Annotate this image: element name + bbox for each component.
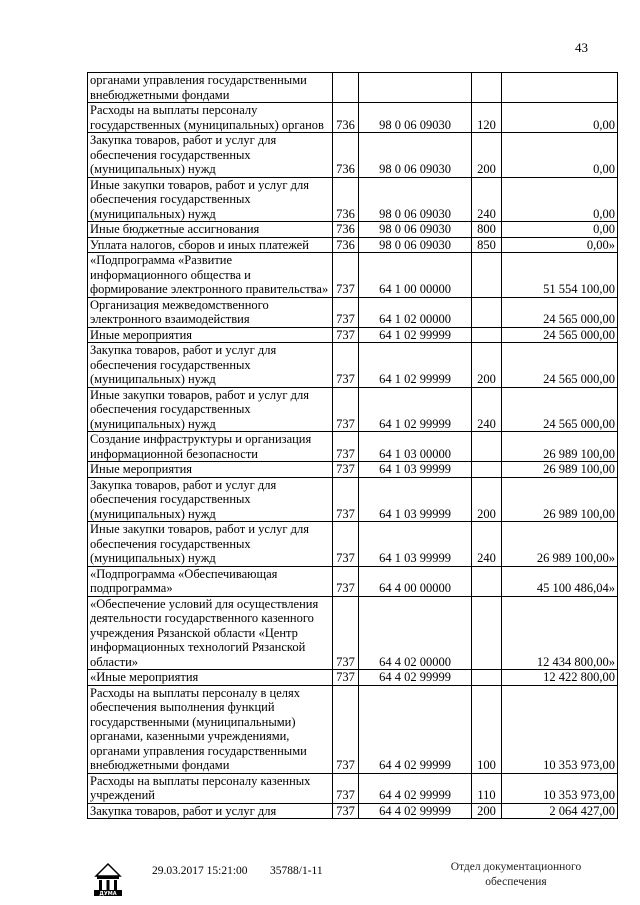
cell-ad: 737 [333, 596, 359, 670]
cell-ad: 737 [333, 670, 359, 686]
table-row [88, 477, 618, 522]
cell-kcsr: 98 0 06 09030 [359, 177, 472, 222]
footer [0, 860, 640, 900]
cell-ad: 737 [333, 297, 359, 327]
budget-table [87, 72, 618, 819]
cell-ad: 737 [333, 477, 359, 522]
department-line-1: Отдел документационного [450, 861, 582, 873]
cell-kcsr: 98 0 06 09030 [359, 237, 472, 253]
cell-name: «Обеспечение условий для осуществления деятельности государственного казенного учреждения Рязанской области «Центр информационных технологий Рязанской области» [88, 596, 333, 670]
cell-ad: 736 [333, 237, 359, 253]
cell-kcsr: 64 1 02 99999 [359, 387, 472, 432]
cell-kcsr: 64 1 02 00000 [359, 297, 472, 327]
cell-amount: 0,00 [502, 133, 618, 178]
cell-kvr [472, 73, 502, 103]
cell-kcsr: 64 4 02 99999 [359, 773, 472, 803]
table-row [88, 462, 618, 478]
cell-amount: 10 353 973,00 [502, 685, 618, 773]
cell-amount: 26 989 100,00 [502, 462, 618, 478]
cell-kvr: 240 [472, 522, 502, 567]
cell-ad: 737 [333, 773, 359, 803]
cell-name: Организация межведомственного электронного взаимодействия [88, 297, 333, 327]
table-row [88, 103, 618, 133]
cell-kvr: 200 [472, 803, 502, 819]
stamp-doc-number: 35788/1-11 [270, 865, 323, 877]
cell-amount: 24 565 000,00 [502, 343, 618, 388]
department-stamp [446, 860, 586, 890]
cell-ad: 737 [333, 343, 359, 388]
cell-kvr: 100 [472, 685, 502, 773]
cell-kvr: 110 [472, 773, 502, 803]
cell-name: Закупка товаров, работ и услуг для обеспечения государственных (муниципальных) нужд [88, 133, 333, 178]
cell-name: Расходы на выплаты персоналу государственных (муниципальных) органов [88, 103, 333, 133]
cell-amount: 0,00» [502, 237, 618, 253]
cell-amount: 12 422 800,00 [502, 670, 618, 686]
table-row [88, 432, 618, 462]
cell-ad: 737 [333, 566, 359, 596]
cell-amount: 24 565 000,00 [502, 327, 618, 343]
cell-kcsr: 64 4 02 00000 [359, 596, 472, 670]
table-row [88, 327, 618, 343]
cell-kcsr: 64 1 03 99999 [359, 462, 472, 478]
cell-amount: 0,00 [502, 103, 618, 133]
cell-kcsr: 64 1 03 99999 [359, 477, 472, 522]
cell-name: Закупка товаров, работ и услуг для обеспечения государственных (муниципальных) нужд [88, 343, 333, 388]
cell-ad [333, 73, 359, 103]
cell-name: «Иные мероприятия [88, 670, 333, 686]
cell-ad: 736 [333, 177, 359, 222]
page-number: 43 [575, 40, 588, 55]
cell-name: органами управления государственными внебюджетными фондами [88, 73, 333, 103]
cell-name: Уплата налогов, сборов и иных платежей [88, 237, 333, 253]
cell-kcsr: 64 1 02 99999 [359, 343, 472, 388]
cell-ad: 737 [333, 462, 359, 478]
table-row [88, 222, 618, 238]
cell-amount: 10 353 973,00 [502, 773, 618, 803]
cell-kcsr: 64 4 02 99999 [359, 803, 472, 819]
cell-ad: 737 [333, 253, 359, 298]
cell-kcsr: 98 0 06 09030 [359, 103, 472, 133]
cell-kvr: 240 [472, 177, 502, 222]
table-row [88, 297, 618, 327]
cell-amount: 24 565 000,00 [502, 297, 618, 327]
cell-kvr: 200 [472, 477, 502, 522]
cell-amount: 2 064 427,00 [502, 803, 618, 819]
cell-name: Расходы на выплаты персоналу казенных учреждений [88, 773, 333, 803]
cell-kvr [472, 432, 502, 462]
cell-amount: 26 989 100,00 [502, 477, 618, 522]
cell-kcsr: 64 4 02 99999 [359, 670, 472, 686]
table-row [88, 773, 618, 803]
cell-kvr: 240 [472, 387, 502, 432]
cell-amount: 12 434 800,00» [502, 596, 618, 670]
cell-ad: 736 [333, 133, 359, 178]
cell-ad: 736 [333, 103, 359, 133]
table-row [88, 133, 618, 178]
cell-kvr: 200 [472, 343, 502, 388]
cell-kvr: 120 [472, 103, 502, 133]
cell-amount [502, 73, 618, 103]
duma-logo-icon [88, 860, 128, 898]
table-row [88, 343, 618, 388]
cell-ad: 736 [333, 222, 359, 238]
cell-ad: 737 [333, 327, 359, 343]
table-row [88, 387, 618, 432]
cell-name: «Подпрограмма «Обеспечивающая подпрограмма» [88, 566, 333, 596]
table-row [88, 670, 618, 686]
cell-name: Иные мероприятия [88, 327, 333, 343]
table-row [88, 596, 618, 670]
cell-kcsr: 64 1 02 99999 [359, 327, 472, 343]
cell-ad: 737 [333, 522, 359, 567]
cell-kvr: 850 [472, 237, 502, 253]
cell-ad: 737 [333, 685, 359, 773]
cell-kvr [472, 327, 502, 343]
cell-name: «Подпрограмма «Развитие информационного общества и формирование электронного правительства» [88, 253, 333, 298]
cell-amount: 51 554 100,00 [502, 253, 618, 298]
table-row [88, 685, 618, 773]
table-row [88, 253, 618, 298]
cell-kvr: 200 [472, 133, 502, 178]
cell-kvr [472, 596, 502, 670]
cell-amount: 26 989 100,00» [502, 522, 618, 567]
cell-amount: 24 565 000,00 [502, 387, 618, 432]
cell-amount: 0,00 [502, 222, 618, 238]
cell-name: Закупка товаров, работ и услуг для обеспечения государственных (муниципальных) нужд [88, 477, 333, 522]
cell-ad: 737 [333, 803, 359, 819]
stamp-date: 29.03.2017 15:21:00 [152, 865, 248, 877]
table-row [88, 803, 618, 819]
cell-kcsr [359, 73, 472, 103]
cell-kcsr: 98 0 06 09030 [359, 222, 472, 238]
cell-name: Закупка товаров, работ и услуг для [88, 803, 333, 819]
cell-kvr [472, 462, 502, 478]
table-row [88, 522, 618, 567]
table-row [88, 566, 618, 596]
cell-kcsr: 64 1 03 00000 [359, 432, 472, 462]
cell-name: Иные закупки товаров, работ и услуг для обеспечения государственных (муниципальных) нужд [88, 387, 333, 432]
cell-amount: 26 989 100,00 [502, 432, 618, 462]
cell-amount: 0,00 [502, 177, 618, 222]
cell-name: Расходы на выплаты персоналу в целях обеспечения выполнения функций государственными (муниципальными) органами, казенными учреждениями, органами управления государственными внебюджетными фондами [88, 685, 333, 773]
table-row [88, 73, 618, 103]
cell-kcsr: 64 1 00 00000 [359, 253, 472, 298]
cell-kcsr: 98 0 06 09030 [359, 133, 472, 178]
table-row [88, 237, 618, 253]
cell-kvr [472, 297, 502, 327]
svg-text:ДУМА: ДУМА [99, 891, 117, 897]
cell-ad: 737 [333, 387, 359, 432]
cell-kcsr: 64 4 00 00000 [359, 566, 472, 596]
cell-kcsr: 64 1 03 99999 [359, 522, 472, 567]
cell-ad: 737 [333, 432, 359, 462]
department-line-2: обеспечения [485, 876, 547, 888]
cell-name: Иные закупки товаров, работ и услуг для обеспечения государственных (муниципальных) нужд [88, 522, 333, 567]
cell-name: Иные бюджетные ассигнования [88, 222, 333, 238]
cell-kvr [472, 670, 502, 686]
table-row [88, 177, 618, 222]
cell-name: Иные закупки товаров, работ и услуг для обеспечения государственных (муниципальных) нужд [88, 177, 333, 222]
cell-kvr [472, 566, 502, 596]
cell-kvr: 800 [472, 222, 502, 238]
cell-name: Иные мероприятия [88, 462, 333, 478]
cell-kvr [472, 253, 502, 298]
cell-amount: 45 100 486,04» [502, 566, 618, 596]
cell-kcsr: 64 4 02 99999 [359, 685, 472, 773]
cell-name: Создание инфраструктуры и организация информационной безопасности [88, 432, 333, 462]
